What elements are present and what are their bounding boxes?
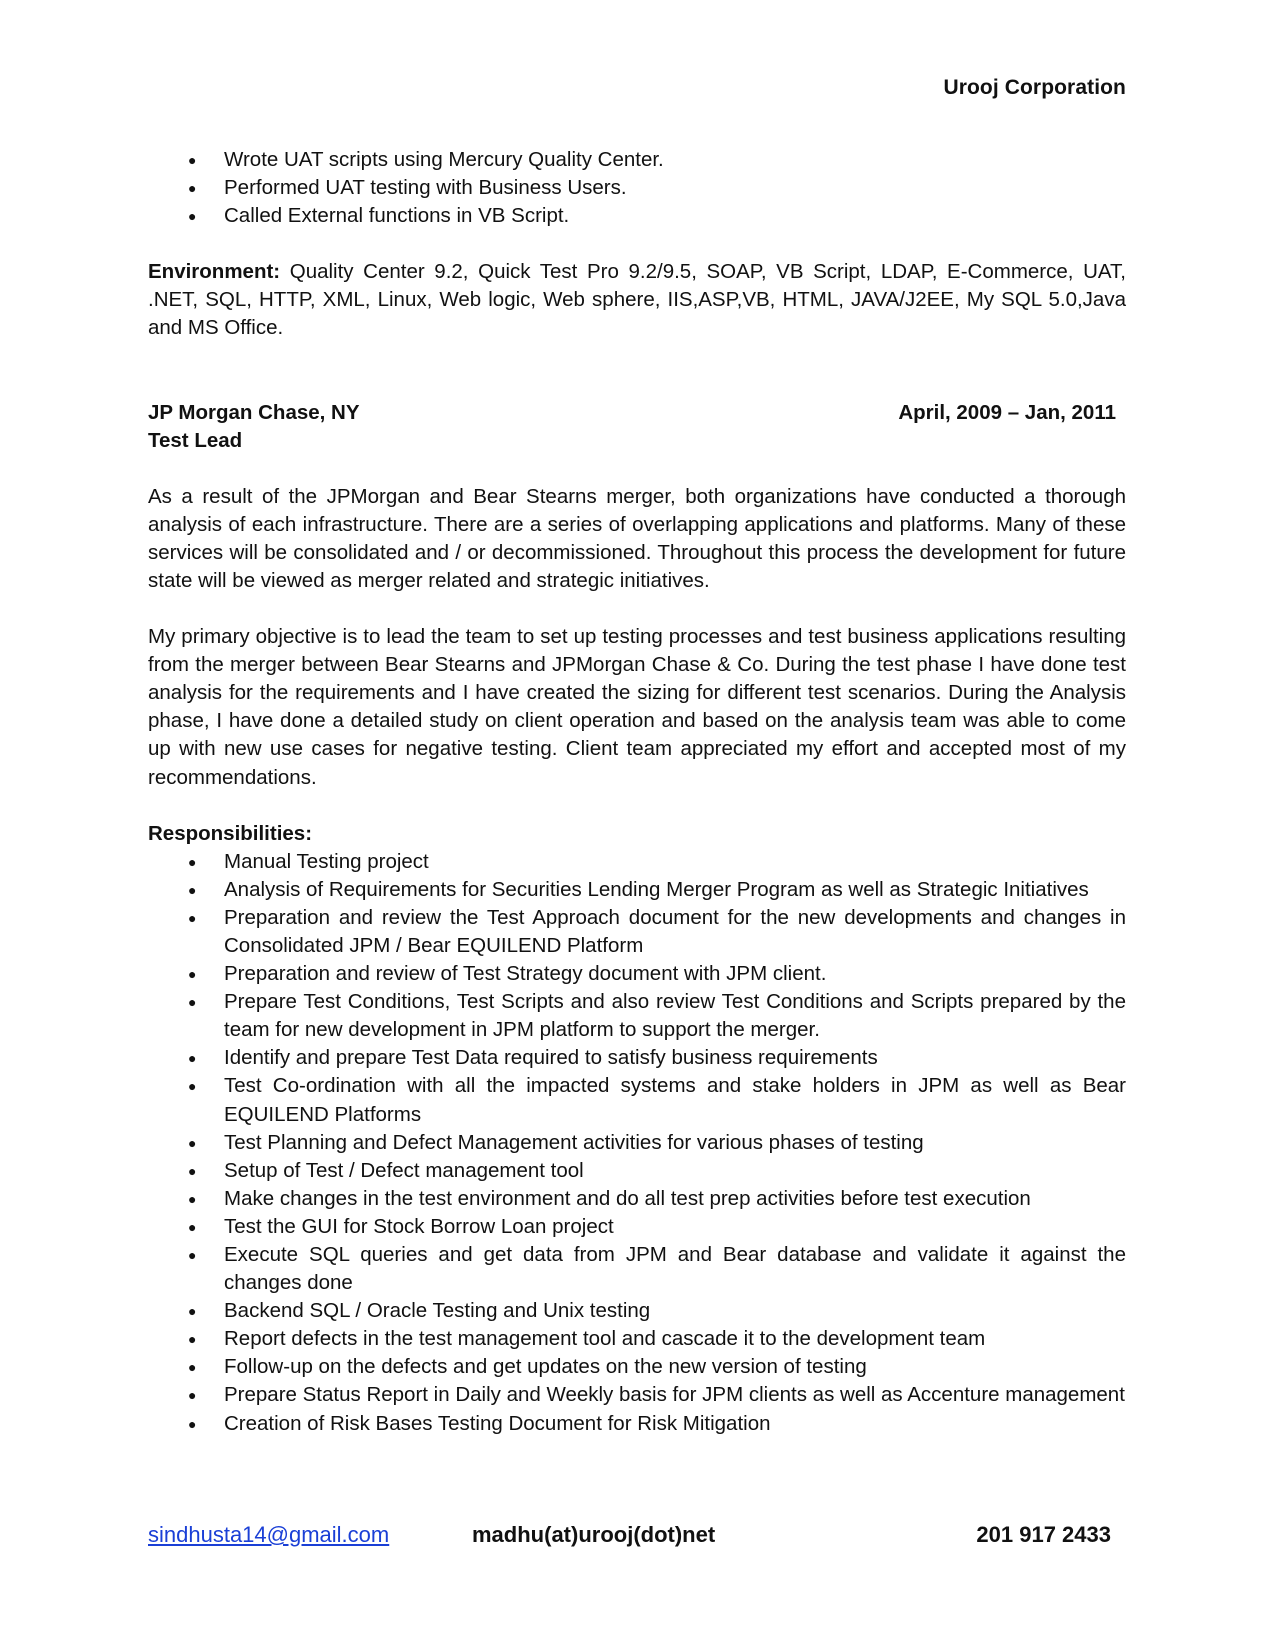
bullet-icon: ● — [188, 152, 197, 168]
list-item: ● Called External functions in VB Script. — [148, 202, 1126, 230]
list-item: ● Follow-up on the defects and get updates on the new version of testing — [148, 1353, 1126, 1381]
bullet-icon: ● — [188, 1134, 197, 1151]
environment-label: Environment: — [148, 260, 281, 284]
job-paragraph-2: My primary objective is to lead the team to set up testing processes and test business applications resulting from the merger between Bear Stearns and JPMorgan Chase & Co. During the test phase I have done test analysis for the requirements and I have created the sizing for different test scenarios. During the Analysis phase, I have done a detailed study on client operation and based on the analysis team was able to come up with new use cases for negative testing. Client team appreciated my effort and accepted most of my recommendations. — [148, 625, 1126, 789]
bullet-icon: ● — [188, 1078, 197, 1095]
list-item: ● Test the GUI for Stock Borrow Loan project — [148, 1213, 1126, 1241]
job-title: Test Lead — [148, 428, 243, 452]
list-item: ● Test Planning and Defect Management activities for various phases of testing — [148, 1129, 1126, 1157]
list-item: ● Backend SQL / Oracle Testing and Unix testing — [148, 1297, 1126, 1325]
list-item: ● Manual Testing project — [148, 848, 1126, 876]
list-item: ● Setup of Test / Defect management tool — [148, 1157, 1126, 1185]
email-link[interactable]: sindhusta14@gmail.com — [148, 1522, 390, 1547]
bullet-icon: ● — [188, 1359, 197, 1376]
environment-text: Quality Center 9.2, Quick Test Pro 9.2/9.5, SOAP, VB Script, LDAP, E-Commerce, UAT, .NET, SQL, HTTP, XML, Linux, Web logic, Web sphere, IIS,ASP,VB, HTML, JAVA/J2EE, My SQL 5.0,Java and MS Office. — [148, 260, 1126, 340]
list-item: ● Analysis of Requirements for Securities Lending Merger Program as well as Strategic Initiatives — [148, 876, 1126, 904]
bullet-icon: ● — [188, 180, 197, 197]
list-item: ● Creation of Risk Bases Testing Document for Risk Mitigation — [148, 1410, 1126, 1438]
list-item: ● Make changes in the test environment and do all test prep activities before test execution — [148, 1185, 1126, 1213]
responsibilities-heading: Responsibilities: — [148, 821, 313, 845]
alt-email-text: madhu(at)urooj(dot)net — [472, 1522, 716, 1547]
top-bullet-list — [148, 146, 1126, 230]
bullet-icon: ● — [188, 1387, 197, 1404]
contact-footer — [148, 1522, 1126, 1552]
responsibilities-list — [148, 848, 1126, 1438]
header-company-name: Urooj Corporation — [943, 76, 1126, 99]
bullet-icon: ● — [188, 909, 197, 926]
resume-page — [148, 0, 1126, 1650]
list-item: ● Identify and prepare Test Data required to satisfy business requirements — [148, 1044, 1126, 1072]
bullet-icon: ● — [188, 881, 197, 898]
list-item: ● Wrote UAT scripts using Mercury Quality Center. — [148, 146, 1126, 174]
bullet-icon: ● — [188, 966, 197, 983]
list-item: ● Prepare Test Conditions, Test Scripts and also review Test Conditions and Scripts prepared by the team for new development in JPM platform to support the merger. — [188, 990, 1126, 1042]
bullet-icon: ● — [188, 1331, 197, 1348]
job-dates: April, 2009 – Jan, 2011 — [898, 400, 1116, 424]
environment-section — [148, 258, 1126, 342]
bullet-icon: ● — [188, 853, 197, 870]
list-item: ● Execute SQL queries and get data from JPM and Bear database and validate it against the changes done — [188, 1243, 1126, 1295]
job-header-row — [148, 399, 1126, 427]
bullet-icon: ● — [188, 1247, 197, 1263]
list-item: ● Prepare Status Report in Daily and Weekly basis for JPM clients as well as Accenture management — [148, 1381, 1126, 1409]
list-item: ● Report defects in the test management tool and cascade it to the development team — [148, 1325, 1126, 1353]
list-item: ● Preparation and review of Test Strategy document with JPM client. — [148, 960, 1126, 988]
job-paragraph-1: As a result of the JPMorgan and Bear Stearns merger, both organizations have conducted a thorough analysis of each infrastructure. There are a series of overlapping applications and platforms. Many of these services will be consolidated and / or decommissioned. Throughout this process the development for future state will be viewed as merger related and strategic initiatives. — [148, 484, 1126, 592]
bullet-icon: ● — [188, 1303, 197, 1320]
bullet-icon: ● — [188, 1190, 197, 1207]
bullet-icon: ● — [188, 1050, 197, 1067]
bullet-icon: ● — [188, 1415, 197, 1432]
list-item: ● Test Co-ordination with all the impacted systems and stake holders in JPM as well as Bear EQUILEND Platforms — [188, 1074, 1126, 1126]
bullet-icon: ● — [188, 208, 197, 225]
list-item: ● Performed UAT testing with Business Users. — [148, 174, 1126, 202]
phone-number: 201 917 2433 — [976, 1522, 1111, 1547]
job-company: JP Morgan Chase, NY — [148, 400, 360, 424]
bullet-icon: ● — [188, 1162, 197, 1179]
bullet-icon: ● — [188, 994, 197, 1011]
list-item: ● Preparation and review the Test Approach document for the new developments and changes in Consolidated JPM / Bear EQUILEND Platform — [188, 905, 1126, 957]
resume-content — [148, 146, 1126, 1438]
bullet-icon: ● — [188, 1218, 197, 1235]
